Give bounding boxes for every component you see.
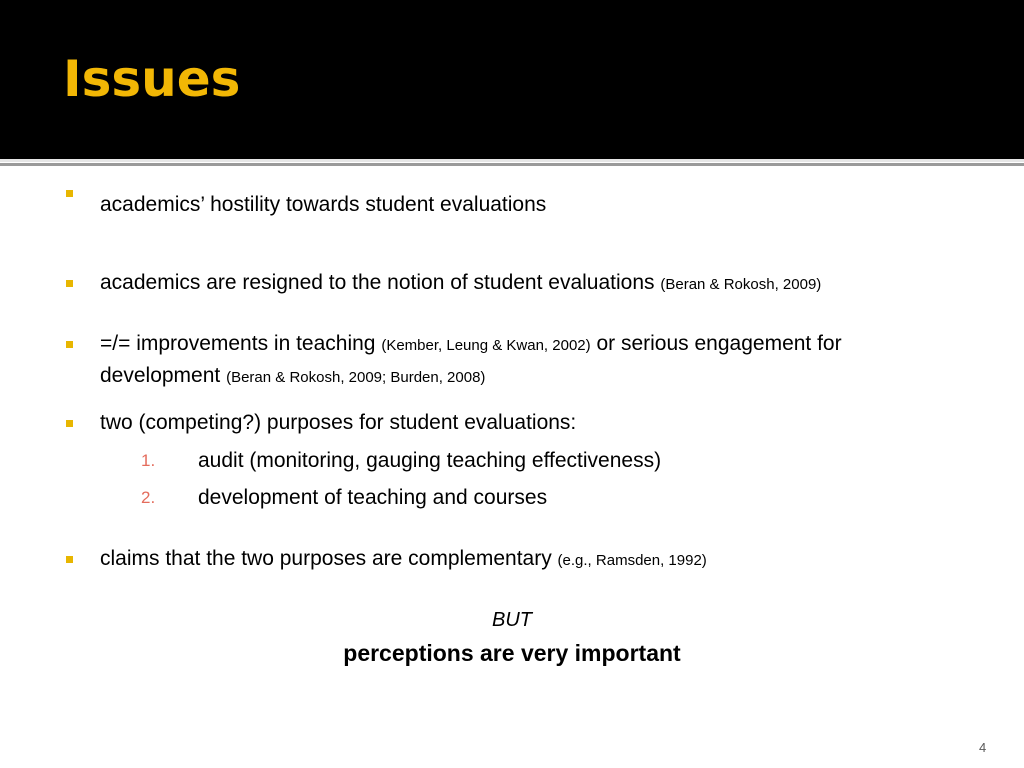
sub-item-development (198, 482, 547, 514)
but-text: BUT (492, 609, 532, 631)
bullet-marker-icon (66, 420, 73, 427)
bullet-text: development (100, 364, 227, 387)
bullet-marker-icon (66, 190, 73, 197)
sub-item-text: audit (monitoring, gauging teaching effectiveness) (198, 449, 662, 472)
citation: (Beran & Rokosh, 2009) (660, 276, 822, 293)
sub-item-audit (198, 445, 661, 477)
bullet-item-claims (100, 543, 707, 577)
slide-title: Issues (63, 50, 241, 108)
title-divider-light (0, 159, 1024, 162)
bullet-item-purposes (100, 407, 576, 439)
bullet-item-improvements (100, 328, 842, 362)
sub-item-number: 2. (141, 488, 156, 507)
sub-item-text: development of teaching and courses (198, 486, 548, 509)
bullet-marker-icon (66, 280, 73, 287)
bullet-item-resigned (100, 267, 821, 301)
bullet-text: two (competing?) purposes for student evaluations: (100, 411, 577, 434)
bullet-item-hostility (100, 189, 546, 221)
bullet-text: academics’ hostility towards student evaluations (100, 193, 547, 216)
page-number: 4 (979, 740, 987, 755)
bullet-text: academics are resigned to the notion of student evaluations (100, 271, 661, 294)
citation: (Kember, Leung & Kwan, 2002) (381, 337, 591, 354)
bullet-text: =/= improvements in teaching (100, 332, 382, 355)
citation: (Beran & Rokosh, 2009; Burden, 2008) (226, 369, 486, 386)
bullet-item-improvements-line2 (100, 360, 485, 394)
bullet-text: claims that the two purposes are complementary (100, 547, 558, 570)
bullet-marker-icon (66, 556, 73, 563)
citation: (e.g., Ramsden, 1992) (557, 552, 707, 569)
bullet-text-continued: or serious engagement for (590, 332, 842, 355)
title-divider-dark (0, 163, 1024, 166)
conclusion-statement: perceptions are very important (343, 640, 681, 666)
title-bar (0, 0, 1024, 159)
bullet-marker-icon (66, 341, 73, 348)
sub-item-number: 1. (141, 451, 156, 470)
